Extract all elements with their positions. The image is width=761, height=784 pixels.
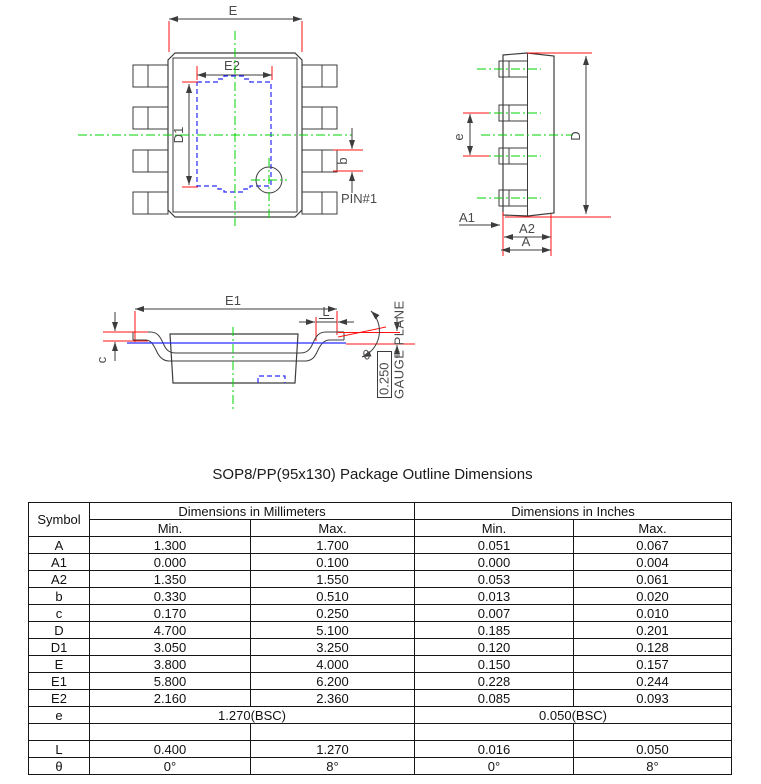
table-row: E 3.800 4.000 0.150 0.157 — [29, 656, 732, 673]
table-row: c 0.170 0.250 0.007 0.010 — [29, 605, 732, 622]
table-row: E2 2.160 2.360 0.085 0.093 — [29, 690, 732, 707]
gauge-plane-label: GAUGE PLANE — [391, 300, 407, 399]
dim-label-c: c — [94, 356, 109, 364]
col-header-symbol: Symbol — [29, 503, 90, 537]
dim-label-b: b — [335, 157, 350, 165]
dim-label-a: A — [521, 234, 531, 249]
leads-left — [133, 65, 168, 214]
dim-label-e: E — [228, 3, 238, 18]
dim-label-e1: E1 — [225, 293, 241, 308]
exposed-pad-outline — [197, 76, 271, 192]
front-view — [94, 293, 415, 410]
pin1-label: PIN#1 — [341, 191, 378, 206]
col-header-mm-max: Max. — [251, 520, 415, 537]
table-row: θ 0° 8° 0° 8° — [29, 758, 732, 775]
dim-label-theta: θ — [359, 346, 374, 364]
table-row: b 0.330 0.510 0.013 0.020 — [29, 588, 732, 605]
side-view — [451, 53, 611, 256]
col-header-mm-min: Min. — [90, 520, 251, 537]
dim-label-a2: A2 — [519, 221, 535, 236]
pad-mark — [258, 376, 285, 383]
dim-label-d: D — [568, 131, 583, 141]
table-row: A 1.300 1.700 0.051 0.067 — [29, 537, 732, 554]
table-row: A1 0.000 0.100 0.000 0.004 — [29, 554, 732, 571]
col-header-inches: Dimensions in Inches — [415, 503, 732, 520]
table-row-empty — [29, 724, 732, 741]
table-row: A2 1.350 1.550 0.053 0.061 — [29, 571, 732, 588]
table-row: L 0.400 1.270 0.016 0.050 — [29, 741, 732, 758]
table-row: D1 3.050 3.250 0.120 0.128 — [29, 639, 732, 656]
table-row: E1 5.800 6.200 0.228 0.244 — [29, 673, 732, 690]
table-subheader-row — [29, 520, 732, 537]
dim-label-l: L — [322, 304, 330, 319]
table-row: D 4.700 5.100 0.185 0.201 — [29, 622, 732, 639]
leads-right — [302, 65, 337, 214]
col-header-in-min: Min. — [415, 520, 574, 537]
gauge-offset-label: 0.250 — [376, 362, 392, 395]
col-header-mm: Dimensions in Millimeters — [90, 503, 415, 520]
col-header-in-max: Max. — [574, 520, 732, 537]
centerlines-side-view — [477, 69, 573, 198]
dimensions-table — [28, 502, 732, 775]
table-header-row — [29, 503, 732, 520]
page-title: SOP8/PP(95x130) Package Outline Dimensions — [212, 466, 533, 483]
dim-label-e-pitch: e — [451, 133, 466, 141]
dim-label-d1: D1 — [171, 126, 186, 144]
dim-label-e2: E2 — [224, 58, 240, 73]
dim-label-a1: A1 — [459, 210, 475, 225]
top-view — [78, 3, 377, 226]
table-row-e: e 1.270(BSC) 0.050(BSC) — [29, 707, 732, 724]
